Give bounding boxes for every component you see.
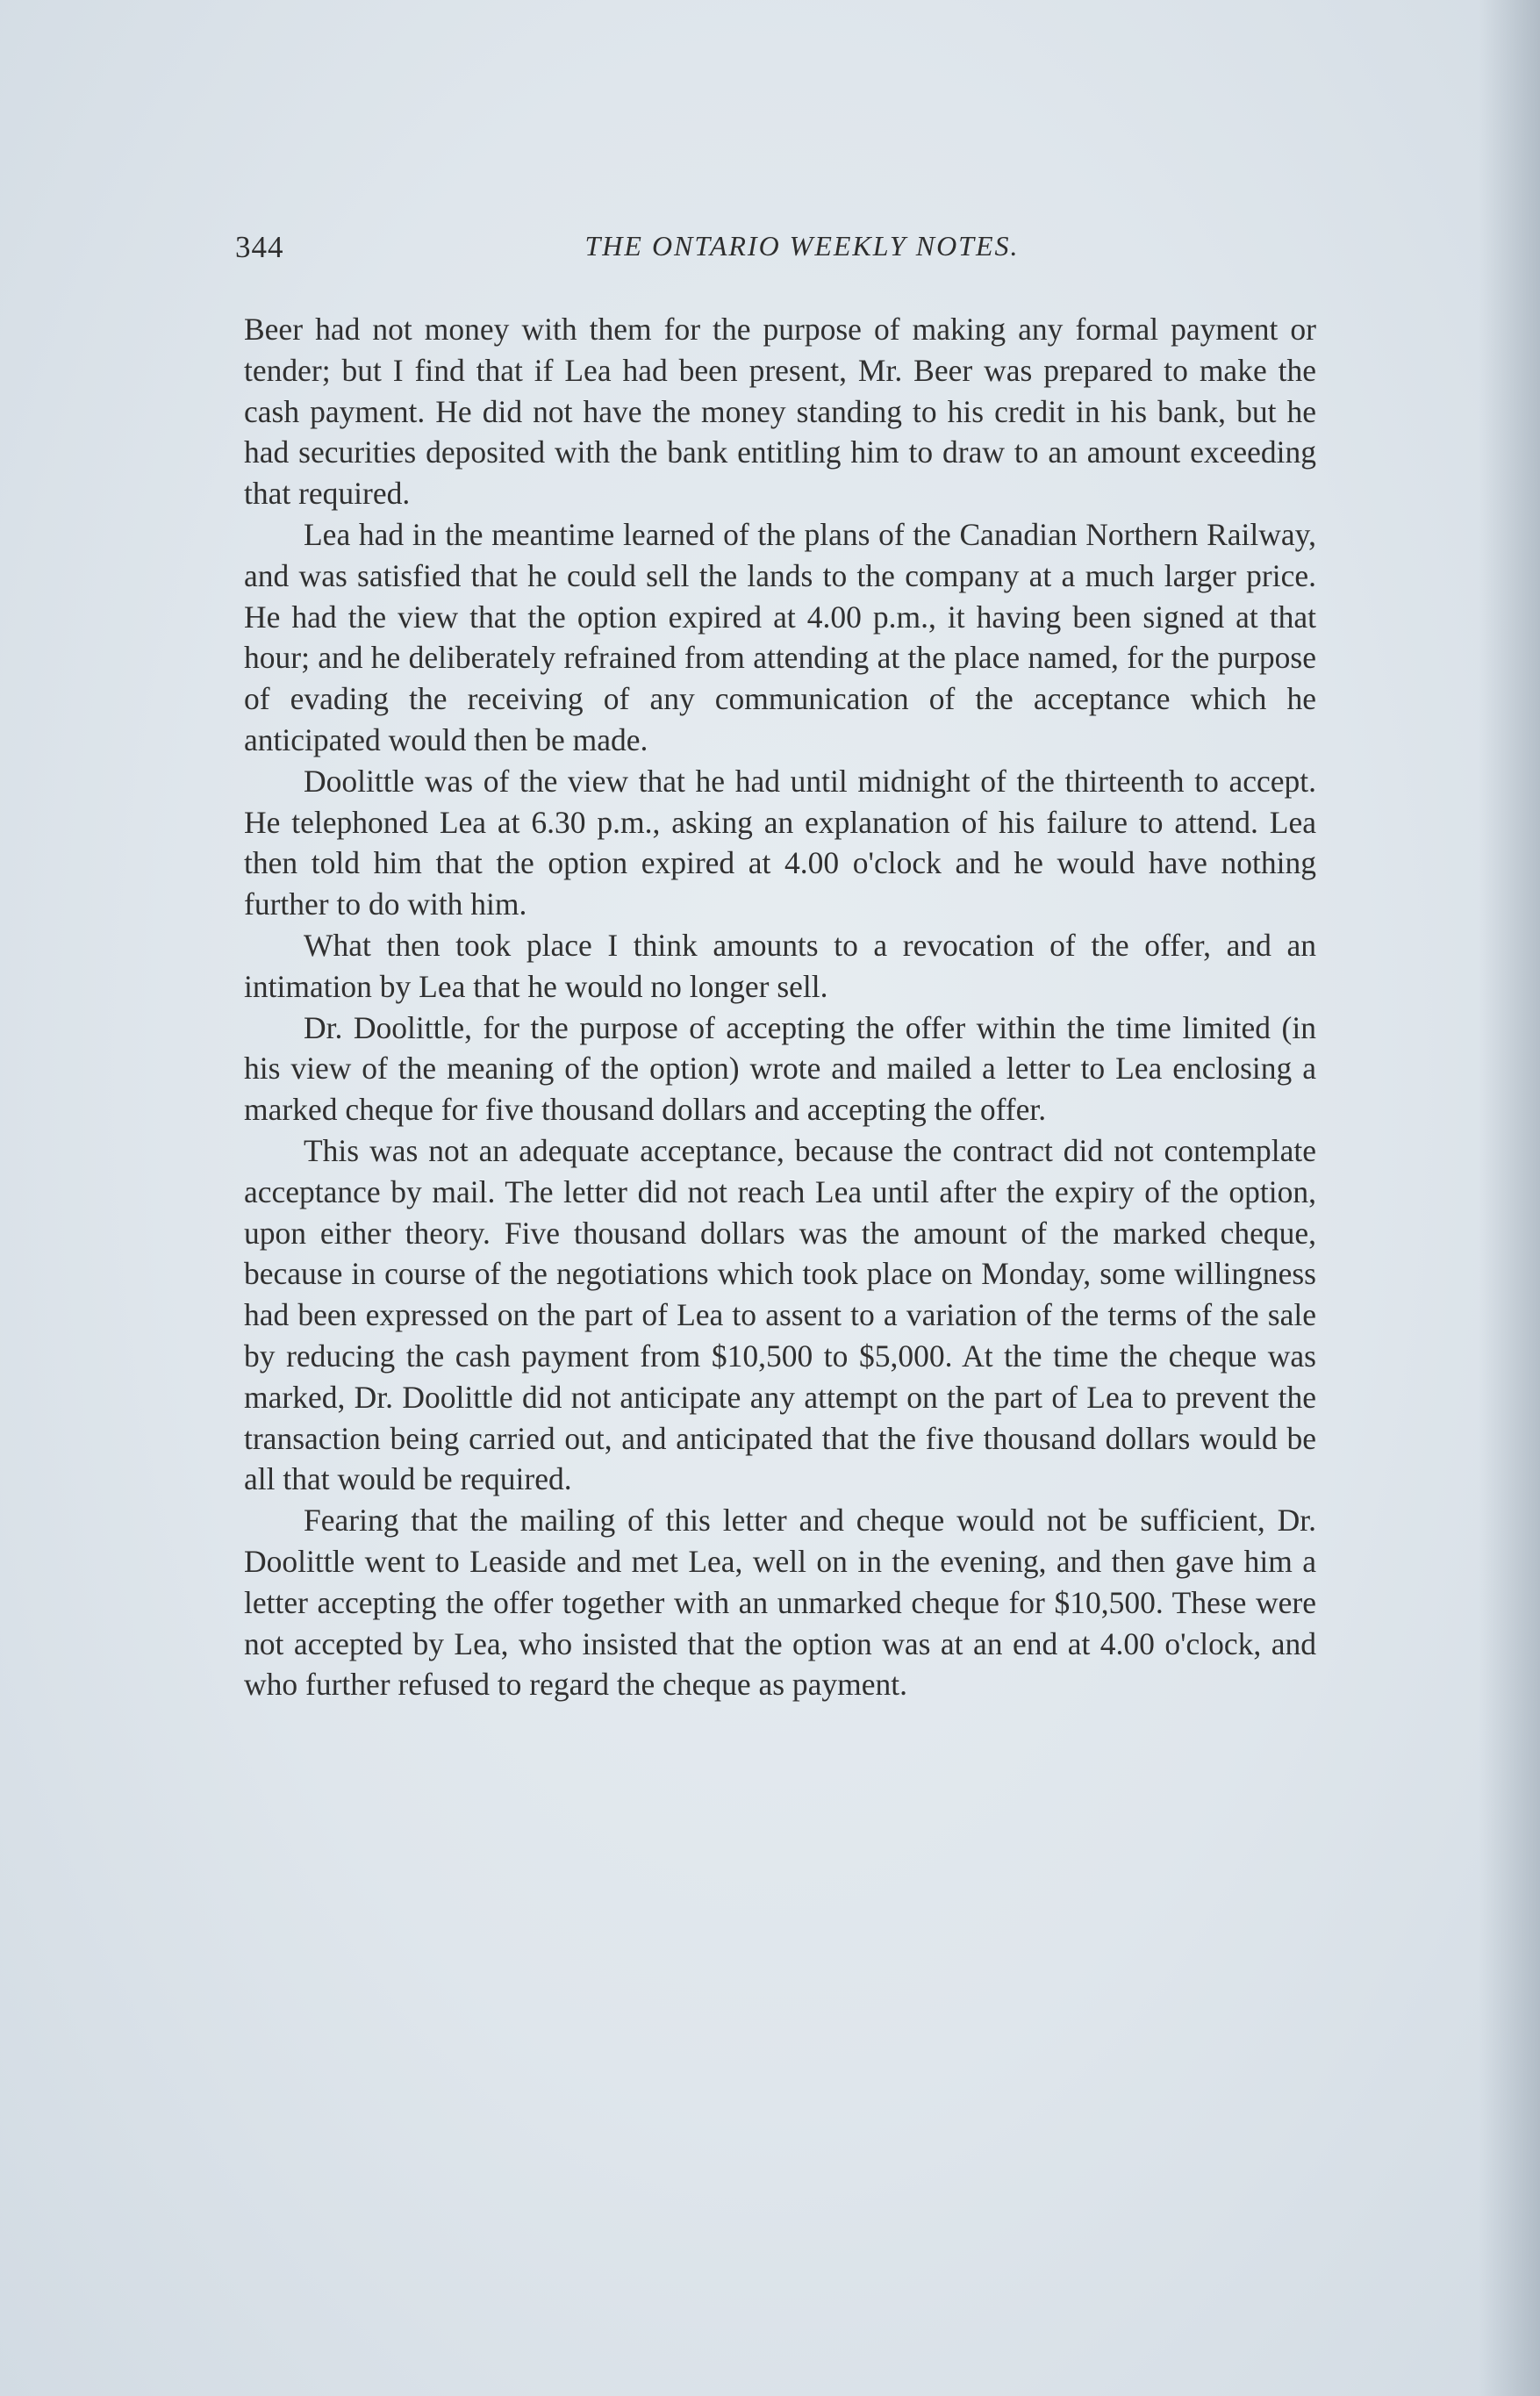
paragraph-2: Lea had in the meantime learned of the plans of the Canadian Northern Railway, and was satisfied that he could sell the lands to the company at a much larger price. He had the view that the option expired at 4.00 p.m., it having been signed at that hour; and he deliberately refrained from attending at the place named, for the purpose of evading the receiving of any communication of the acceptance which he anticipated would then be made. — [244, 516, 1316, 757]
body-text — [244, 309, 1316, 1705]
paragraph-1: Beer had not money with them for the purpose of making any formal payment or tender; but I find that if Lea had been present, Mr. Beer was prepared to make the cash payment. He did not have the money standing to his credit in his bank, but he had securities deposited with the bank entitling him to draw to an amount exceeding that required. — [244, 312, 1316, 512]
paragraph-7: Fearing that the mailing of this letter and cheque would not be sufficient, Dr. Doolittle went to Leaside and met Lea, well on in the evening, and then gave him a letter accepting the offer together with an unmarked cheque for $10,500. These were not accepted by Lea, who insisted that the option was at an end at 4.00 o'clock, and who further refused to regard the cheque as payment. — [244, 1503, 1316, 1703]
page-header — [235, 230, 1316, 274]
paragraph-4: What then took place I think amounts to a revocation of the offer, and an intimation by Lea that he would no longer sell. — [244, 927, 1316, 1004]
page-edge-shadow — [1479, 0, 1540, 2396]
paragraph-6: This was not an adequate acceptance, because the contract did not contemplate acceptance by mail. The letter did not reach Lea until after the expiry of the option, upon either theory. Five thousand dollars was the amount of the marked cheque, because in course of the negotiations which took place on Monday, some willingness had been expressed on the part of Lea to assent to a variation of the terms of the sale by reducing the cash payment from $10,500 to $5,000. At the time the cheque was marked, Dr. Doolittle did not anticipate any attempt on the part of Lea to prevent the transaction being carried out, and anticipated that the five thousand dollars would be all that would be required. — [244, 1132, 1316, 1497]
paragraph-3: Doolittle was of the view that he had until midnight of the thirteenth to accept. He telephoned Lea at 6.30 p.m., asking an explanation of his failure to attend. Lea then told him that the option expired at 4.00 o'clock and he would have nothing further to do with him. — [244, 763, 1316, 922]
page-number: 344 — [235, 230, 284, 264]
running-head: THE ONTARIO WEEKLY NOTES. — [584, 230, 1020, 262]
paragraph-5: Dr. Doolittle, for the purpose of accepting the offer within the time limited (in his view of the meaning of the option) wrote and mailed a letter to Lea enclosing a marked cheque for five thousand dollars and accepting the offer. — [244, 1009, 1316, 1128]
